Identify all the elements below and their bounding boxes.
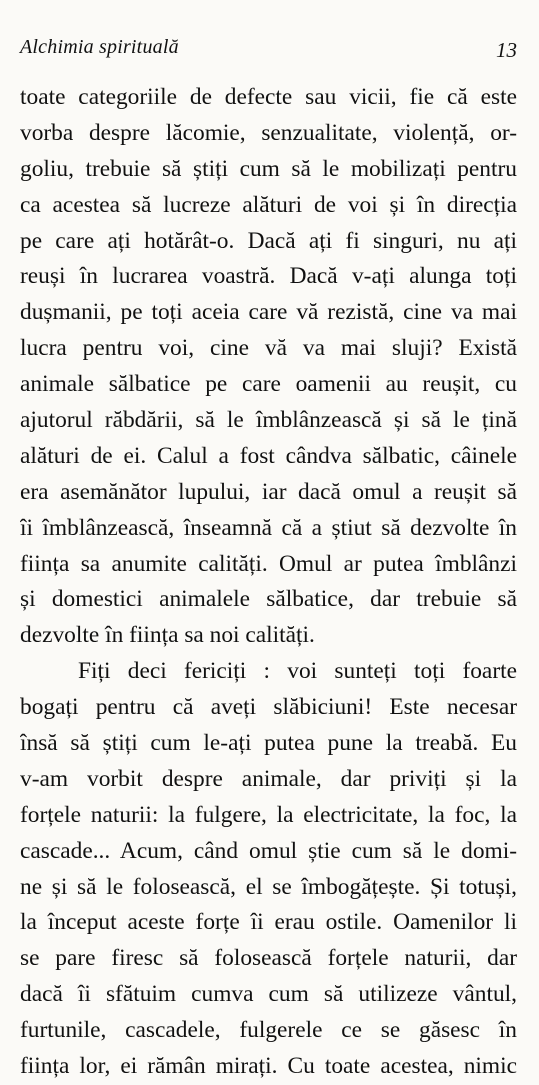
- text-line: cascade... Acum, când omul știe cum să le domi-: [20, 837, 517, 864]
- text-line: ființa sa anumite calități. Omul ar putea îmblânzi: [20, 550, 517, 577]
- text-line: era asemănător lupului, iar dacă omul a reușit să: [20, 478, 517, 505]
- paragraph-start-line: Fiți deci fericiți : voi sunteți toți foarte: [78, 658, 517, 685]
- text-line: la început aceste forțe îi erau ostile. Oamenilor li: [20, 909, 517, 936]
- text-line: și domestici animalele sălbatice, dar trebuie să: [20, 586, 517, 613]
- text-line: dacă îi sfătuim cumva cum să utilizeze vântul,: [20, 981, 517, 1008]
- text-line: ființa lor, ei rămân mirați. Cu toate acestea, nimic: [20, 1053, 517, 1080]
- text-line: bogați pentru că aveți slăbiciuni! Este necesar: [20, 694, 517, 721]
- text-line: dușmanii, pe toți aceia care vă rezistă, cine va mai: [20, 299, 517, 326]
- text-line: forțele naturii: la fulgere, la electricitate, la foc, la: [20, 801, 517, 828]
- page-header: [20, 36, 517, 66]
- text-line: v-am vorbit despre animale, dar priviți și la: [20, 765, 517, 792]
- body-text: [20, 80, 517, 1085]
- text-line: reuși în lucrarea voastră. Dacă v-ați alunga toți: [20, 263, 517, 290]
- paragraph-end-line: dezvolte în ființa sa noi calități.: [20, 622, 315, 649]
- text-line: ne și să le folosească, el se îmbogățește. Și totuși,: [20, 873, 517, 900]
- text-line: furtunile, cascadele, fulgerele ce se găsesc în: [20, 1017, 517, 1044]
- text-line: goliu, trebuie să știți cum să le mobilizați pentru: [20, 155, 517, 182]
- text-line: îi îmblânzească, înseamnă că a știut să dezvolte în: [20, 514, 517, 541]
- text-line: ca acestea să lucreze alături de voi și în direcția: [20, 191, 517, 218]
- text-line: se pare firesc să folosească forțele naturii, dar: [20, 945, 517, 972]
- text-line: lucra pentru voi, cine vă va mai sluji? Există: [20, 335, 517, 362]
- text-line: însă să știți cum le-ați putea pune la treabă. Eu: [20, 730, 517, 757]
- text-line: alături de ei. Calul a fost cândva sălbatic, câinele: [20, 442, 517, 469]
- text-line: pe care ați hotărât-o. Dacă ați fi singuri, nu ați: [20, 227, 517, 254]
- text-line: ajutorul răbdării, să le îmblânzească și să le țină: [20, 407, 517, 434]
- running-title: Alchimia spirituală: [20, 36, 179, 58]
- text-line: toate categoriile de defecte sau vicii, fie că este: [20, 84, 517, 110]
- text-line: animale sălbatice pe care oamenii au reușit, cu: [20, 371, 517, 398]
- page-number: 13: [496, 38, 517, 62]
- text-line: vorba despre lăcomie, senzualitate, violență, or-: [20, 119, 517, 146]
